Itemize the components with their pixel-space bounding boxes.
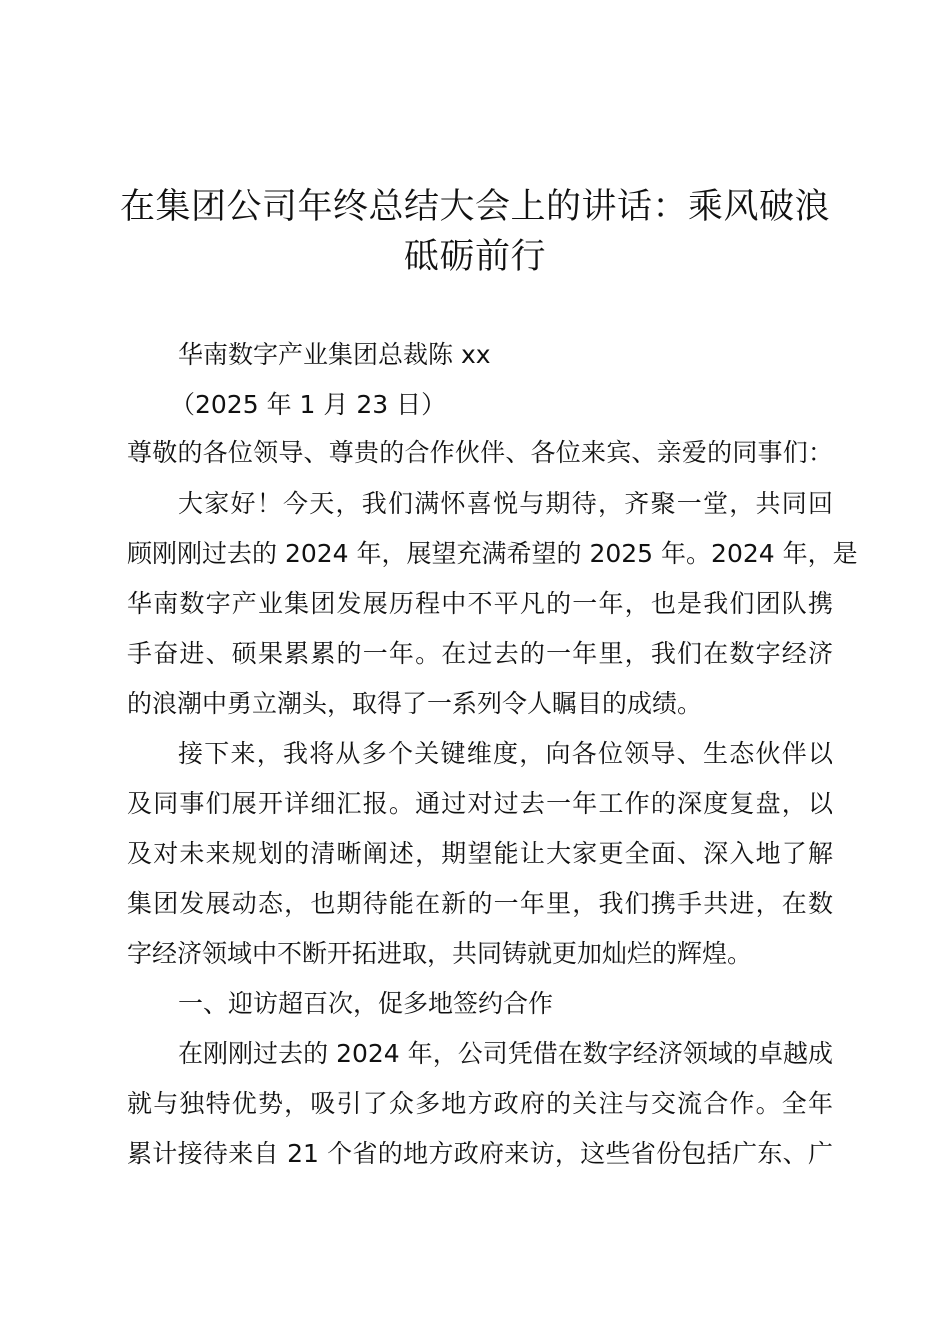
section-1-heading: 一、迎访超百次，促多地签约合作 (178, 989, 554, 1018)
document-title-line-2: 砥砺前行 (403, 237, 546, 277)
paragraph-3-line: 在刚刚过去的 2024 年，公司凭借在数字经济领域的卓越成 (178, 1039, 833, 1068)
paragraph-3-line: 累计接待来自 21 个省的地方政府来访，这些省份包括广东、广 (127, 1139, 833, 1168)
date-line: （2025 年 1 月 23 日） (170, 390, 447, 419)
paragraph-1-line: 顾刚刚过去的 2024 年，展望充满希望的 2025 年。2024 年，是 (127, 539, 858, 568)
author-line: 华南数字产业集团总裁陈 xx (178, 340, 491, 369)
paragraph-2-line: 字经济领域中不断开拓进取，共同铸就更加灿烂的辉煌。 (127, 939, 753, 968)
paragraph-1-line: 手奋进、硕果累累的一年。在过去的一年里，我们在数字经济 (127, 639, 833, 668)
paragraph-2-line: 接下来，我将从多个关键维度，向各位领导、生态伙伴以 (178, 739, 833, 768)
paragraph-2-line: 及同事们展开详细汇报。通过对过去一年工作的深度复盘，以 (127, 789, 833, 818)
salutation: 尊敬的各位领导、尊贵的合作伙伴、各位来宾、亲爱的同事们： (127, 438, 833, 467)
paragraph-1-line: 大家好！今天，我们满怀喜悦与期待，齐聚一堂，共同回 (178, 489, 833, 518)
document-title-line-1: 在集团公司年终总结大会上的讲话：乘风破浪 (119, 187, 830, 227)
paragraph-2-line: 集团发展动态，也期待能在新的一年里，我们携手共进，在数 (127, 889, 833, 918)
paragraph-3-line: 就与独特优势，吸引了众多地方政府的关注与交流合作。全年 (127, 1089, 833, 1118)
paragraph-2-line: 及对未来规划的清晰阐述，期望能让大家更全面、深入地了解 (127, 839, 833, 868)
paragraph-1-line: 的浪潮中勇立潮头，取得了一系列令人瞩目的成绩。 (127, 689, 703, 718)
paragraph-1-line: 华南数字产业集团发展历程中不平凡的一年，也是我们团队携 (127, 589, 833, 618)
